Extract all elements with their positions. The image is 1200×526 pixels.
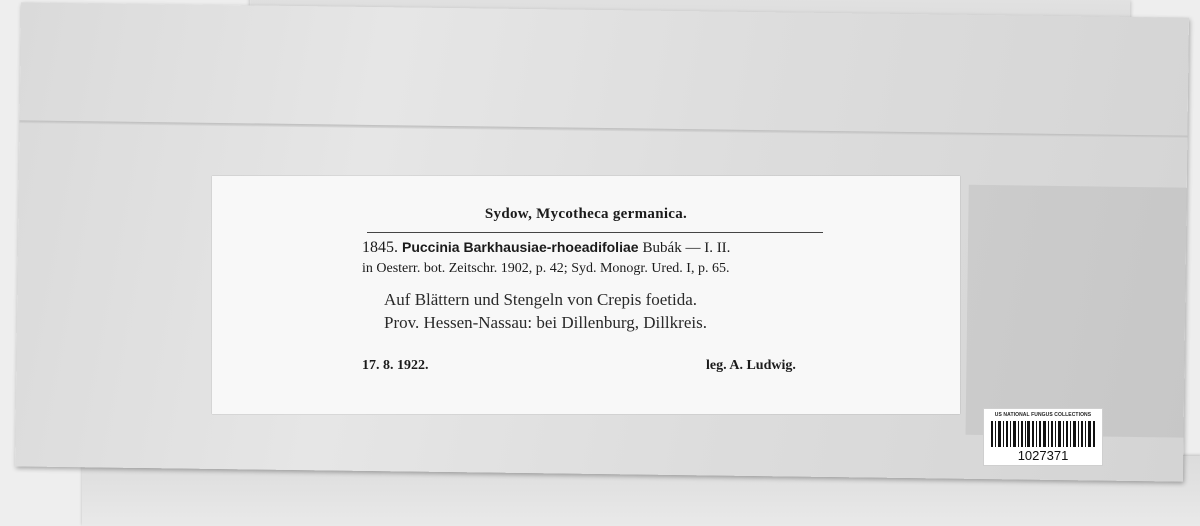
exsiccata-number: 1845. (362, 239, 398, 256)
specimen-label (212, 176, 960, 414)
host-description: Auf Blättern und Stengeln von Crepis foetida. (384, 290, 698, 309)
collection-name: US NATIONAL FUNGUS COLLECTIONS (994, 412, 1092, 418)
collector-name: leg. A. Ludwig. (706, 358, 796, 373)
species-name: Puccinia Barkhausiae-rhoeadifoliae (402, 239, 639, 255)
literature-reference: in Oesterr. bot. Zeitschr. 1902, p. 42; Syd. Monogr. Ured. I, p. 65. (362, 261, 730, 276)
label-divider (367, 232, 823, 233)
barcode-label (983, 408, 1103, 466)
species-author: Bubák — I. II. (642, 240, 731, 256)
envelope-flap-fold (20, 120, 1188, 138)
label-title: Sydow, Mycotheca germanica. (484, 206, 688, 222)
species-line (362, 239, 730, 257)
barcode-icon (991, 421, 1095, 447)
collection-date: 17. 8. 1922. (362, 358, 429, 373)
catalog-number: 1027371 (1017, 448, 1069, 463)
envelope-shadow (966, 185, 1187, 438)
collection-locality: Prov. Hessen-Nassau: bei Dillenburg, Dillkreis. (384, 313, 707, 332)
